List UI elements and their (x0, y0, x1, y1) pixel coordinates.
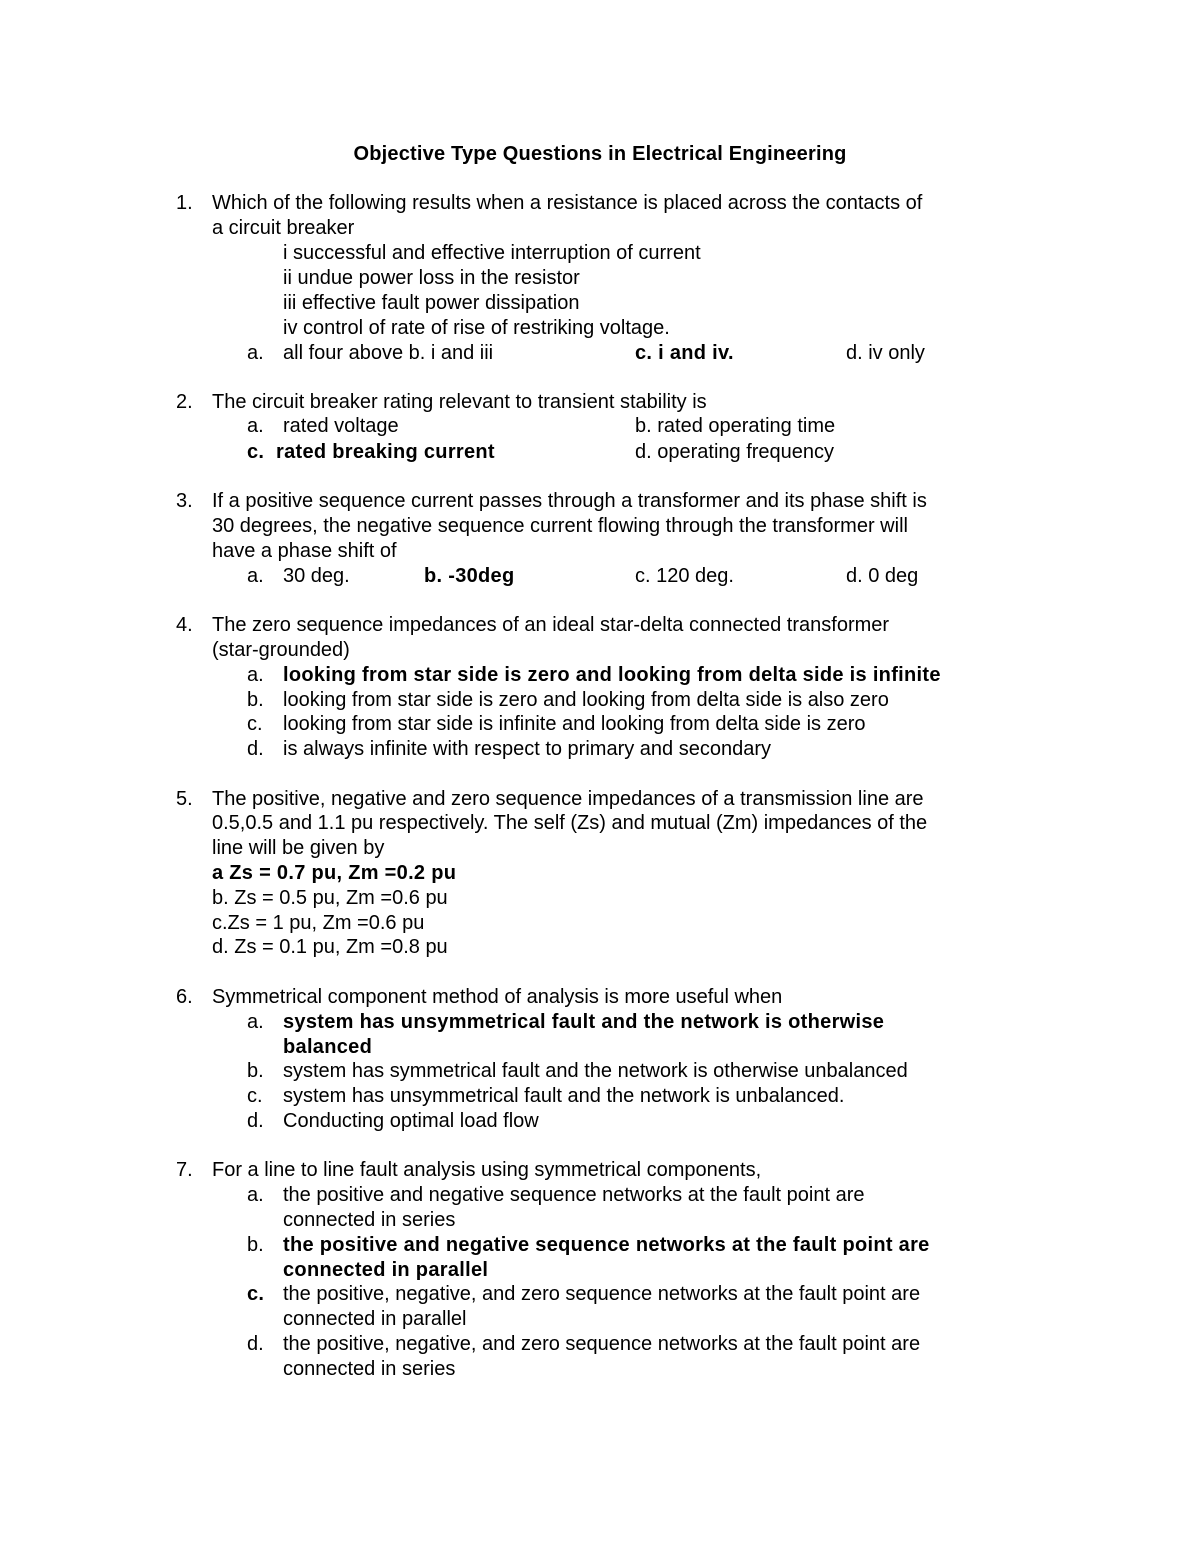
option-text-correct: rated breaking current (276, 441, 495, 463)
question-number: 7. (176, 1159, 193, 1181)
question-stem-line: The zero sequence impedances of an ideal star-delta connected transformer (212, 614, 890, 636)
option-text: d. iv only (846, 342, 925, 364)
question-stem-line: line will be given by (212, 837, 385, 859)
option-text: is always infinite with respect to primary and secondary (283, 738, 771, 760)
option-text: connected in series (283, 1358, 456, 1380)
option-text-correct: c. i and iv. (635, 342, 734, 364)
statement-line: iii effective fault power dissipation (283, 292, 580, 314)
question-stem-line: 30 degrees, the negative sequence current flowing through the transformer will (212, 515, 908, 537)
question-stem-line: 0.5,0.5 and 1.1 pu respectively. The self (Zs) and mutual (Zm) impedances of the (212, 812, 928, 834)
question-stem-line: Which of the following results when a resistance is placed across the contacts of (212, 192, 923, 214)
option-marker: b. (247, 1060, 264, 1082)
question-number: 6. (176, 986, 193, 1008)
question-stem-line: a circuit breaker (212, 217, 355, 239)
option-text: c. 120 deg. (635, 565, 734, 587)
question-stem-line: have a phase shift of (212, 540, 397, 562)
option-marker: b. (247, 1234, 264, 1256)
question-stem-line: For a line to line fault analysis using symmetrical components, (212, 1159, 762, 1181)
option-marker: a. (247, 415, 264, 437)
option-text: looking from star side is zero and looking from delta side is also zero (283, 689, 889, 711)
option-text-correct: system has unsymmetrical fault and the network is otherwise (283, 1011, 885, 1033)
option-text: rated voltage (283, 415, 399, 437)
option-text-correct: looking from star side is zero and looking from delta side is infinite (283, 664, 941, 686)
option-text: d. Zs = 0.1 pu, Zm =0.8 pu (212, 936, 448, 958)
option-marker: c. (247, 1283, 265, 1305)
option-text-correct: balanced (283, 1036, 373, 1058)
option-marker: a. (247, 1184, 264, 1206)
option-marker: d. (247, 738, 264, 760)
option-marker: a. (247, 342, 264, 364)
question-stem-line: If a positive sequence current passes through a transformer and its phase shift is (212, 490, 927, 512)
option-marker: c. (247, 1085, 263, 1107)
option-marker: a. (247, 1011, 264, 1033)
option-text: b. rated operating time (635, 415, 836, 437)
statement-line: i successful and effective interruption of current (283, 242, 701, 264)
question-number: 4. (176, 614, 193, 636)
option-text: the positive and negative sequence networks at the fault point are (283, 1184, 865, 1206)
option-text: b. Zs = 0.5 pu, Zm =0.6 pu (212, 887, 448, 909)
option-text: system has unsymmetrical fault and the network is unbalanced. (283, 1085, 845, 1107)
question-stem-line: (star-grounded) (212, 639, 350, 661)
option-text: d. 0 deg (846, 565, 919, 587)
question-number: 2. (176, 391, 193, 413)
option-marker: a. (247, 664, 264, 686)
question-stem-line: The circuit breaker rating relevant to transient stability is (212, 391, 707, 413)
option-text: Conducting optimal load flow (283, 1110, 539, 1132)
option-text: the positive, negative, and zero sequence networks at the fault point are (283, 1283, 921, 1305)
option-text: looking from star side is infinite and looking from delta side is zero (283, 713, 866, 735)
option-text-correct: b. -30deg (424, 565, 515, 587)
option-text-correct: connected in parallel (283, 1259, 489, 1281)
option-marker: c. (247, 713, 263, 735)
option-text: 30 deg. (283, 565, 350, 587)
question-stem-line: Symmetrical component method of analysis is more useful when (212, 986, 783, 1008)
option-marker: a. (247, 565, 264, 587)
option-marker: d. (247, 1333, 264, 1355)
option-marker: b. (247, 689, 264, 711)
option-text: system has symmetrical fault and the network is otherwise unbalanced (283, 1060, 908, 1082)
option-text: the positive, negative, and zero sequence networks at the fault point are (283, 1333, 921, 1355)
option-text: connected in parallel (283, 1308, 467, 1330)
option-marker: c. (247, 441, 265, 463)
question-number: 1. (176, 192, 193, 214)
option-text-correct: the positive and negative sequence networks at the fault point are (283, 1234, 930, 1256)
option-text: d. operating frequency (635, 441, 835, 463)
option-text: connected in series (283, 1209, 456, 1231)
question-number: 3. (176, 490, 193, 512)
option-marker: d. (247, 1110, 264, 1132)
statement-line: ii undue power loss in the resistor (283, 267, 580, 289)
statement-line: iv control of rate of rise of restriking voltage. (283, 317, 670, 339)
option-text: all four above b. i and iii (283, 342, 494, 364)
question-stem-line: The positive, negative and zero sequence impedances of a transmission line are (212, 788, 924, 810)
page-title: Objective Type Questions in Electrical Engineering (353, 143, 847, 165)
option-text: c.Zs = 1 pu, Zm =0.6 pu (212, 912, 425, 934)
question-number: 5. (176, 788, 193, 810)
option-text-correct: a Zs = 0.7 pu, Zm =0.2 pu (212, 862, 457, 884)
